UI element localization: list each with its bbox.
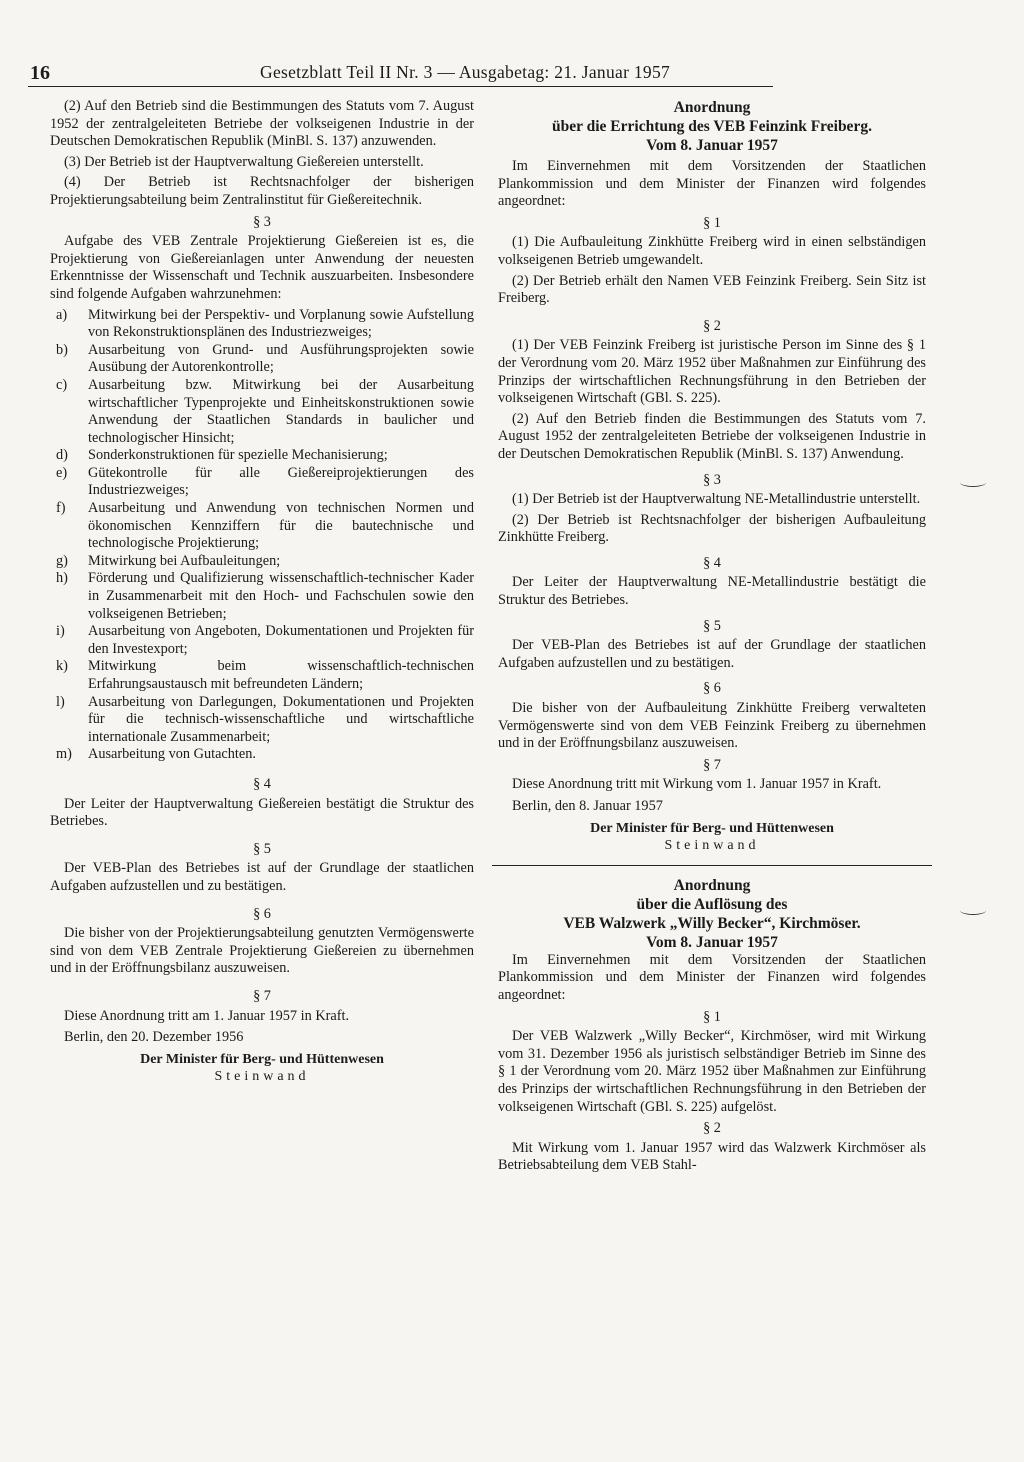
paragraph: Die bisher von der Aufbauleitung Zinkhütte Freiberg verwalteten Vermögenswerte sind von dem VEB Feinzink Freiberg zu übernehmen und in der Eröffnungsbilanz auszuweisen. bbox=[498, 700, 926, 752]
ordinance-subject: VEB Walzwerk „Willy Becker“, Kirchmöser. bbox=[563, 914, 861, 932]
city-date: Berlin, den 20. Dezember 1956 bbox=[64, 1029, 244, 1046]
list-item bbox=[50, 746, 474, 764]
ordinance-date: Vom 8. Januar 1957 bbox=[646, 137, 778, 154]
list-label: i) bbox=[56, 623, 65, 640]
left-column bbox=[50, 98, 474, 1086]
section-heading: § 6 bbox=[703, 680, 721, 697]
ordinance-date: Vom 8. Januar 1957 bbox=[646, 933, 778, 951]
list-label: m) bbox=[56, 746, 72, 763]
signer-name: Steinwand bbox=[664, 838, 760, 854]
list-text: Förderung und Qualifizierung wissenschaftlich-technischer Kader in Zusammenarbeit mit den Hoch- und Fachschulen sowie den volkseigenen Betrieben; bbox=[88, 570, 474, 622]
list-text: Ausarbeitung von Grund- und Ausführungsprojekten sowie Ausübung der Autorenkontrolle; bbox=[88, 341, 474, 376]
right-column bbox=[498, 98, 926, 1178]
ordinance-subject: über die Auflösung des bbox=[636, 895, 788, 913]
section-heading: § 5 bbox=[703, 617, 721, 634]
list-label: e) bbox=[56, 464, 68, 481]
paragraph: Im Einvernehmen mit dem Vorsitzenden der Staatlichen Plankommission und dem Minister der Finanzen wird folgendes angeordnet: bbox=[498, 951, 926, 1003]
section-heading: § 6 bbox=[253, 905, 271, 922]
list-text: Sonderkonstruktionen für spezielle Mechanisierung; bbox=[88, 447, 388, 464]
section-heading: § 1 bbox=[703, 214, 721, 231]
list-label: k) bbox=[56, 658, 68, 675]
paragraph: (2) Auf den Betrieb finden die Bestimmungen des Statuts vom 7. August 1952 der zentralgeleiteten Betriebe der volkseigenen Industrie in der Deutschen Demokratischen Republik (MinBl. S. 137) Anwendung. bbox=[498, 410, 926, 462]
paragraph: (4) Der Betrieb ist Rechtsnachfolger der bisherigen Projektierungsabteilung beim Zentralinstitut für Gießereitechnik. bbox=[50, 174, 474, 208]
paragraph: Diese Anordnung tritt am 1. Januar 1957 in Kraft. bbox=[64, 1007, 350, 1024]
list-text: Mitwirkung bei der Perspektiv- und Vorplanung sowie Aufstellung von Rekonstruktionsplänen des Industriezweiges; bbox=[88, 306, 474, 341]
list-label: g) bbox=[56, 552, 68, 569]
list-item bbox=[50, 694, 474, 747]
list-text: Ausarbeitung von Darlegungen, Dokumentationen und Projekten für die technisch-wissenschaftliche und wirtschaftliche internationale Zusammenarbeit; bbox=[88, 693, 474, 745]
paragraph: (1) Die Aufbauleitung Zinkhütte Freiberg wird in einen selbständigen volkseigenen Betrieb umgewandelt. bbox=[498, 234, 926, 268]
list-label: f) bbox=[56, 500, 66, 517]
section-heading: § 3 bbox=[253, 213, 271, 230]
list-item bbox=[50, 377, 474, 447]
list-text: Ausarbeitung von Angeboten, Dokumentationen und Projekten für den Investexport; bbox=[88, 623, 474, 657]
list-item bbox=[50, 307, 474, 342]
ordinance-subject: über die Errichtung des VEB Feinzink Freiberg. bbox=[552, 118, 872, 135]
paragraph: Der Leiter der Hauptverwaltung Gießereien bestätigt die Struktur des Betriebes. bbox=[50, 795, 474, 830]
list-item bbox=[50, 447, 474, 465]
paragraph: (1) Der VEB Feinzink Freiberg ist juristische Person im Sinne des § 1 der Verordnung vom 20. März 1952 über Maßnahmen zur Einführung des Prinzips der wirtschaftlichen Rechnungsführung in den Betrieben der volkseigenen Wirtschaft (GBl. S. 225). bbox=[498, 337, 926, 407]
list-label: l) bbox=[56, 693, 65, 710]
list-label: a) bbox=[56, 306, 68, 323]
list-text: Mitwirkung bei Aufbauleitungen; bbox=[88, 552, 281, 569]
section-divider bbox=[492, 865, 932, 866]
paragraph: (2) Der Betrieb erhält den Namen VEB Feinzink Freiberg. Sein Sitz ist Freiberg. bbox=[498, 272, 926, 307]
page-number: 16 bbox=[30, 62, 50, 84]
paragraph: (3) Der Betrieb ist der Hauptverwaltung Gießereien unterstellt. bbox=[64, 153, 424, 170]
paragraph: (2) Der Betrieb ist Rechtsnachfolger der bisherigen Aufbauleitung Zinkhütte Freiberg. bbox=[498, 511, 926, 546]
list-text: Ausarbeitung bzw. Mitwirkung bei der Ausarbeitung wirtschaftlicher Typenprojekte und Einheitskonstruktionen sowie Anwendung der Staatlichen Standards in baulicher und technologischer Hinsicht; bbox=[88, 376, 474, 446]
paragraph: Der VEB-Plan des Betriebes ist auf der Grundlage der staatlichen Aufgaben aufzustellen und zu bestätigen. bbox=[498, 637, 926, 671]
list-label: d) bbox=[56, 447, 68, 464]
section-heading: § 3 bbox=[703, 471, 721, 488]
paragraph: Die bisher von der Projektierungsabteilung genutzten Vermögenswerte sind von dem VEB Zentrale Projektierung Gießereien zu übernehmen und in der Eröffnungsbilanz auszuweisen. bbox=[50, 925, 474, 977]
minister-title: Der Minister für Berg- und Hüttenwesen bbox=[140, 1051, 384, 1067]
paragraph: (2) Auf den Betrieb sind die Bestimmungen des Statuts vom 7. August 1952 der zentralgeleiteten Betriebe der volkseigenen Industrie in der Deutschen Demokratischen Republik (MinBl. S. 137) anzuwenden. bbox=[50, 98, 474, 150]
paragraph: (1) Der Betrieb ist der Hauptverwaltung NE-Metallindustrie unterstellt. bbox=[512, 491, 921, 508]
margin-mark bbox=[960, 906, 986, 915]
list-label: c) bbox=[56, 376, 68, 393]
section-heading: § 5 bbox=[253, 840, 271, 857]
paragraph: Diese Anordnung tritt mit Wirkung vom 1. Januar 1957 in Kraft. bbox=[512, 776, 882, 793]
gazette-title: Gesetzblatt Teil II Nr. 3 — Ausgabetag: 21. Januar 1957 bbox=[260, 62, 671, 82]
task-list bbox=[50, 307, 474, 764]
list-item bbox=[50, 623, 474, 658]
margin-mark bbox=[960, 478, 986, 487]
minister-title: Der Minister für Berg- und Hüttenwesen bbox=[590, 820, 834, 836]
section-heading: § 7 bbox=[253, 987, 271, 1004]
section-heading: § 1 bbox=[703, 1008, 721, 1025]
section-heading: § 4 bbox=[703, 554, 721, 571]
paragraph: Mit Wirkung vom 1. Januar 1957 wird das Walzwerk Kirchmöser als Betriebsabteilung dem VEB Stahl- bbox=[498, 1139, 926, 1174]
list-text: Mitwirkung beim wissenschaftlich-technischen Erfahrungsaustausch mit befreundeten Ländern; bbox=[88, 658, 474, 692]
ordinance-title: Anordnung bbox=[673, 876, 751, 894]
paragraph: Der VEB-Plan des Betriebes ist auf der Grundlage der staatlichen Aufgaben aufzustellen und zu bestätigen. bbox=[50, 860, 474, 894]
list-item bbox=[50, 570, 474, 623]
ordinance-title: Anordnung bbox=[673, 99, 751, 116]
section-heading: § 2 bbox=[703, 317, 721, 334]
list-item bbox=[50, 500, 474, 553]
list-item bbox=[50, 658, 474, 693]
list-text: Gütekontrolle für alle Gießereiprojektierungen des Industriezweiges; bbox=[88, 464, 474, 499]
signer-name: Steinwand bbox=[214, 1069, 310, 1085]
list-text: Ausarbeitung von Gutachten. bbox=[88, 746, 256, 763]
section-heading: § 7 bbox=[703, 756, 721, 773]
list-item bbox=[50, 553, 474, 571]
list-label: h) bbox=[56, 570, 68, 587]
list-item bbox=[50, 465, 474, 500]
list-item bbox=[50, 342, 474, 377]
paragraph: Der VEB Walzwerk „Willy Becker“, Kirchmöser, wird mit Wirkung vom 31. Dezember 1956 als juristisch selbständiger Betrieb im Sinne des § 1 der Verordnung vom 20. März 1952 über Maßnahmen zur Einführung des Prinzips der wirtschaftlichen Rechnungsführung in den Betrieben der volkseigenen Wirtschaft (GBl. S. 225) aufgelöst. bbox=[498, 1028, 926, 1115]
section-heading: § 4 bbox=[253, 775, 271, 792]
paragraph: Aufgabe des VEB Zentrale Projektierung Gießereien ist es, die Projektierung von Gießereianlagen unter Anwendung der neuesten Erkenntnisse der Wissenschaft und Technik auszuarbeiten. Insbesondere sind folgende Aufgaben wahrzunehmen: bbox=[50, 233, 474, 302]
paragraph: Der Leiter der Hauptverwaltung NE-Metallindustrie bestätigt die Struktur des Betriebes. bbox=[498, 574, 926, 609]
city-date: Berlin, den 8. Januar 1957 bbox=[512, 798, 663, 814]
page-header bbox=[28, 60, 773, 87]
list-text: Ausarbeitung und Anwendung von technischen Normen und ökonomischen Kennziffern für die bautechnische und technologische Projektierung; bbox=[88, 500, 474, 552]
section-heading: § 2 bbox=[703, 1120, 721, 1137]
list-label: b) bbox=[56, 341, 68, 358]
paragraph: Im Einvernehmen mit dem Vorsitzenden der Staatlichen Plankommission und dem Minister der Finanzen wird folgendes angeordnet: bbox=[498, 158, 926, 210]
